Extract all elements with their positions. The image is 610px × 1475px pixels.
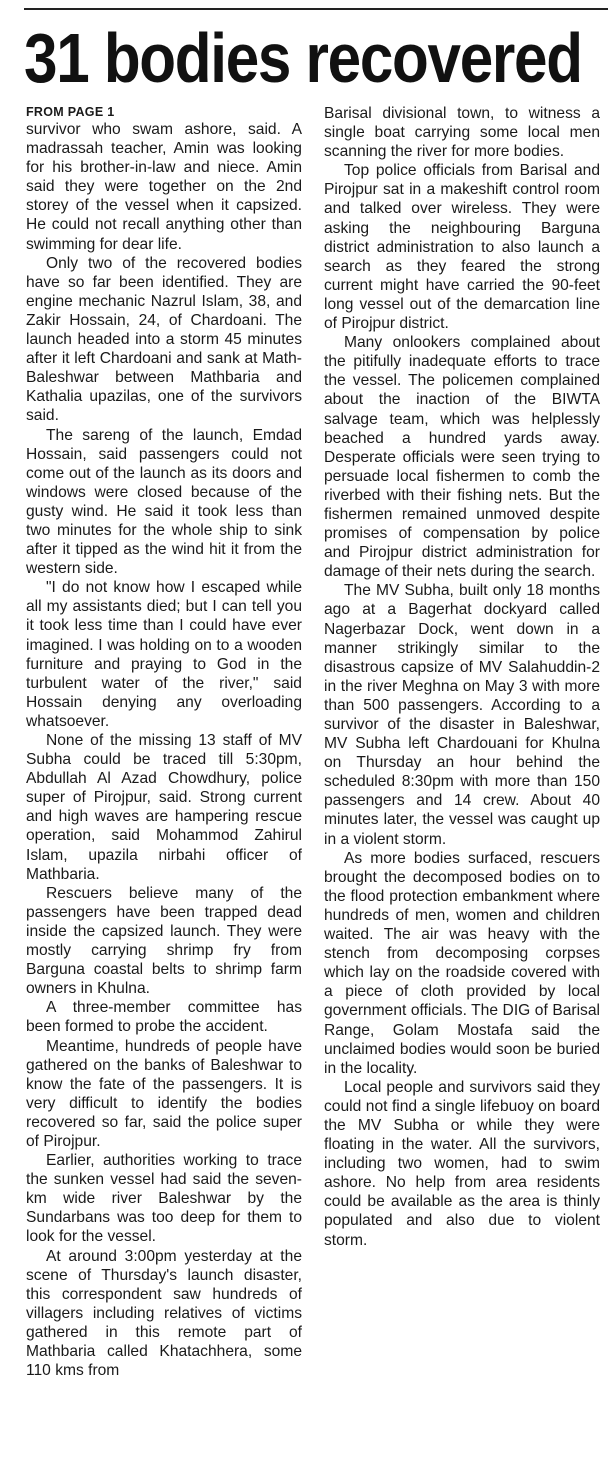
paragraph: Only two of the recovered bodies have so far been identified. They are engine mechanic Nazrul Islam, 38, and Zakir Hossain, 24, of Chardoani. The launch headed into a storm 45 minutes after it left Chardoani and sank at Math-Baleshwar between Mathbaria and Kathalia upazilas, one of the survivors said.: [26, 254, 302, 425]
paragraph: Earlier, authorities working to trace the sunken vessel had said the seven-km wide river Baleshwar by the Sundarbans was too deep for them to look for the vessel.: [26, 1152, 302, 1246]
left-column: [26, 104, 302, 1472]
paragraph: "I do not know how I escaped while all my assistants died; but I can tell you it took less time than I could have ever imagined. I was holding on to a wooden furniture and praying to God in the turbulent water of the river," said Hossain denying any overloading whatsoever.: [26, 579, 302, 730]
article-body: [26, 104, 600, 1472]
paragraph: Rescuers believe many of the passengers have been trapped dead inside the capsized launch. They were mostly carrying shrimp fry from Barguna coastal belts to shrimp farm owners in Khulna.: [26, 884, 302, 998]
paragraph: The MV Subha, built only 18 months ago at a Bagerhat dockyard called Nagerbazar Dock, went down in a manner strikingly similar to the disastrous capsize of MV Salahuddin-2 in the river Meghna on May 3 with more than 500 passengers. According to a survivor of the disaster in Baleshwar, MV Subha left Chardouani for Khulna on Thursday an hour behind the scheduled 8:30pm with more than 150 passengers and 14 crew. About 40 minutes later, the vessel was caught up in a violent storm.: [324, 582, 600, 848]
paragraph: As more bodies surfaced, rescuers brought the decomposed bodies on to the flood protection embankment where hundreds of men, women and children waited. The air was heavy with the stench from decomposing corpses which lay on the roadside covered with a piece of cloth provided by local government officials. The DIG of Barisal Range, Golam Mostafa said the unclaimed bodies would soon be buried in the locality.: [324, 849, 600, 1077]
paragraph: survivor who swam ashore, said. A madrassah teacher, Amin was looking for his brother-in-law and niece. Amin said they were together on the 2nd storey of the vessel when it capsized. He could not recall anything other than swimming for dear life.: [26, 121, 302, 253]
paragraph: Top police officials from Barisal and Pirojpur sat in a makeshift control room and talked over wireless. They were asking the neighbouring Barguna district administration to also launch a search as they feared the strong current might have carried the 90-feet long vessel out of the demarcation line of Pirojpur district.: [324, 162, 600, 333]
paragraph: Barisal divisional town, to witness a single boat carrying some local men scanning the river for more bodies.: [324, 105, 600, 161]
paragraph: A three-member committee has been formed to probe the accident.: [26, 999, 302, 1036]
headline: 31 bodies recovered: [24, 19, 582, 97]
paragraph: The sareng of the launch, Emdad Hossain, said passengers could not come out of the launch as its doors and windows were closed because of the gusty wind. He said it took less than two minutes for the whole ship to sink after it tipped as the wind hit it from the western side.: [26, 426, 302, 578]
top-rule: [24, 8, 608, 10]
paragraph: Meantime, hundreds of people have gathered on the banks of Baleshwar to know the fate of the passengers. It is very difficult to identify the bodies recovered so far, said the police super of Pirojpur.: [26, 1037, 302, 1150]
paragraph: None of the missing 13 staff of MV Subha could be traced till 5:30pm, Abdullah Al Azad Chowdhury, police super of Pirojpur, said. Strong current and high waves are hampering rescue operation, said Mohammod Zahirul Islam, upazila nirbahi officer of Mathbaria.: [26, 732, 302, 883]
right-column: [324, 104, 600, 1472]
jump-label: FROM PAGE 1: [26, 105, 115, 119]
paragraph: Local people and survivors said they could not find a single lifebuoy on board the MV Subha or while they were floating in the water. All the survivors, including two women, had to swim ashore. No help from area residents could be available as the area is thinly populated and also due to violent storm.: [324, 1078, 600, 1249]
paragraph: Many onlookers complained about the pitifully inadequate efforts to trace the vessel. The policemen complained about the inaction of the BIWTA salvage team, which was helplessly beached a hundred yards away. Desperate officials were seen trying to persuade local fishermen to comb the riverbed with their fishing nets. But the fishermen remained unmoved despite promises of compensation by police and Pirojpur district administration for damage of their nets during the search.: [324, 334, 600, 581]
paragraph: At around 3:00pm yesterday at the scene of Thursday's launch disaster, this correspondent saw hundreds of villagers including relatives of victims gathered in this remote part of Mathbaria called Khatachhera, some 110 kms from: [26, 1247, 302, 1380]
